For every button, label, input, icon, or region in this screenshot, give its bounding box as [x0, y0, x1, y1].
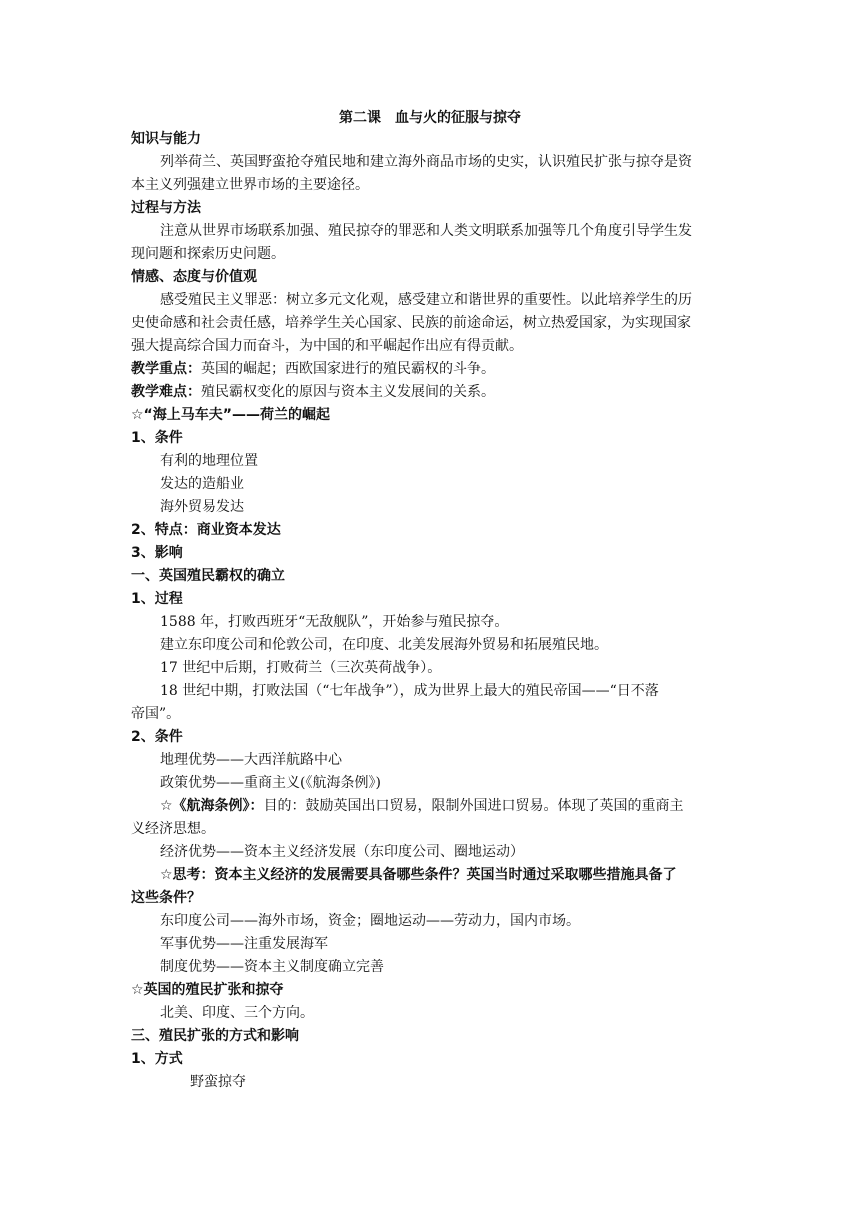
text-line: 义经济思想。	[131, 821, 215, 837]
navigation-acts-line	[160, 797, 684, 815]
section-heading: 三、殖民扩张的方式和影响	[131, 1028, 299, 1044]
think-question: 这些条件？	[131, 890, 201, 906]
list-item: 军事优势——注重发展海军	[160, 936, 328, 952]
text-line: 注意从世界市场联系加强、殖民掠夺的罪恶和人类文明联系加强等几个角度引导学生发	[160, 223, 692, 239]
subheading: 2、特点：商业资本发达	[131, 522, 281, 538]
subheading: 2、条件	[131, 729, 183, 745]
section-heading: ☆英国的殖民扩张和掠夺	[131, 982, 284, 998]
list-item: 地理优势——大西洋航路中心	[160, 752, 342, 768]
key-points-text: 英国的崛起；西欧国家进行的殖民霸权的斗争。	[201, 361, 495, 377]
subheading: 1、条件	[131, 430, 183, 446]
list-item: 制度优势——资本主义制度确立完善	[160, 959, 384, 975]
list-item: 野蛮掠夺	[190, 1074, 246, 1090]
text-line: 强大提高综合国力而奋斗，为中国的和平崛起作出应有得贡献。	[131, 338, 523, 354]
text-line: 史使命感和社会责任感，培养学生关心国家、民族的前途命运，树立热爱国家，为实现国家	[131, 315, 691, 331]
list-item: 东印度公司——海外市场，资金；圈地运动——劳动力，国内市场。	[160, 913, 580, 929]
text-line: 本主义列强建立世界市场的主要途径。	[131, 177, 369, 193]
list-item: 海外贸易发达	[160, 499, 244, 515]
navigation-acts-label: ☆《航海条例》：	[160, 798, 264, 814]
list-item: 17 世纪中后期，打败荷兰（三次英荷战争）。	[160, 660, 442, 676]
section-heading: 一、英国殖民霸权的确立	[131, 568, 285, 584]
list-item: 1588 年，打败西班牙“无敌舰队”，开始参与殖民掠夺。	[160, 614, 509, 630]
difficult-points-text: 殖民霸权变化的原因与资本主义发展间的关系。	[201, 384, 495, 400]
heading-process: 过程与方法	[131, 200, 201, 216]
heading-knowledge: 知识与能力	[131, 131, 201, 147]
heading-holland: ☆“海上马车夫”——荷兰的崛起	[131, 407, 330, 423]
text-line: 帝国”。	[131, 706, 181, 722]
subheading: 1、过程	[131, 591, 183, 607]
difficult-points-label: 教学难点：	[131, 384, 201, 400]
list-item: 建立东印度公司和伦敦公司，在印度、北美发展海外贸易和拓展殖民地。	[160, 637, 608, 653]
list-item: 发达的造船业	[160, 476, 244, 492]
key-points-label: 教学重点：	[131, 361, 201, 377]
key-points-line	[131, 360, 495, 378]
heading-emotion: 情感、态度与价值观	[131, 269, 257, 285]
list-item: 经济优势——资本主义经济发展（东印度公司、圈地运动）	[160, 844, 524, 860]
page-title: 第二课 血与火的征服与掠夺	[339, 110, 521, 126]
list-item: 北美、印度、三个方向。	[160, 1005, 314, 1021]
list-item: 政策优势——重商主义(《航海条例》)	[160, 775, 381, 791]
text-line: 现问题和探索历史问题。	[131, 246, 285, 262]
navigation-acts-text: 目的：鼓励英国出口贸易，限制外国进口贸易。体现了英国的重商主	[263, 798, 684, 814]
text-line: 列举荷兰、英国野蛮抢夺殖民地和建立海外商品市场的史实，认识殖民扩张与掠夺是资	[160, 154, 692, 170]
text-line: 感受殖民主义罪恶：树立多元文化观，感受建立和谐世界的重要性。以此培养学生的历	[160, 292, 692, 308]
think-question: ☆思考：资本主义经济的发展需要具备哪些条件？英国当时通过采取哪些措施具备了	[160, 867, 677, 883]
list-item: 有利的地理位置	[160, 453, 258, 469]
subheading: 1、方式	[131, 1051, 183, 1067]
list-item: 18 世纪中期，打败法国（“七年战争”），成为世界上最大的殖民帝国——“日不落	[160, 683, 659, 699]
subheading: 3、影响	[131, 545, 183, 561]
difficult-points-line	[131, 383, 495, 401]
